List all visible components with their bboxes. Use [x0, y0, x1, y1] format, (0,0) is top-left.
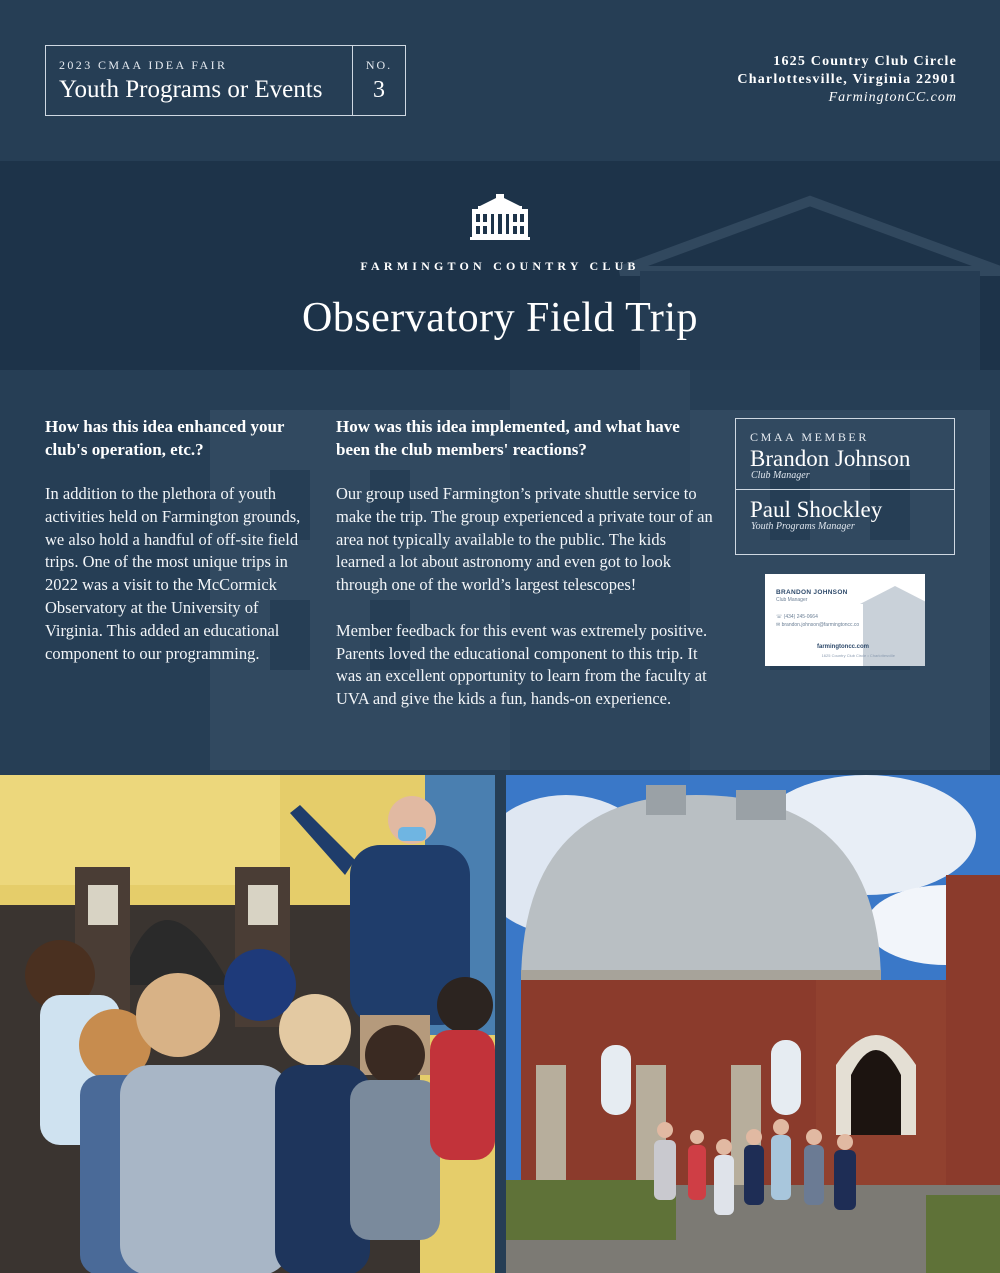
entry-number-block: [353, 46, 405, 115]
number-label: NO.: [365, 58, 393, 72]
answer-paragraph-1: In addition to the plethora of youth activities held on Farmington grounds, we also hold a handful of off-site field trips. One of the most unique trips in 2022 was a visit to the McCormick Observatory at the University of Virginia. This added an educational component to our programming.: [45, 484, 301, 663]
photo-instructor-with-kids: [0, 775, 495, 1273]
club-address: [737, 53, 957, 107]
member-label: CMAA MEMBER: [750, 430, 869, 444]
photo-instructor-illustration: [0, 775, 495, 1273]
mail-icon: ✉: [776, 622, 782, 628]
member-role: Youth Programs Manager: [751, 521, 855, 532]
member-name: Brandon Johnson: [750, 446, 911, 471]
column-enhancement: [45, 415, 320, 665]
building-watermark: [600, 191, 1000, 370]
idea-fair-header: [45, 45, 406, 116]
card-email: [776, 622, 859, 628]
member-name: Paul Shockley: [750, 497, 883, 522]
clubhouse-logo-icon: [470, 194, 530, 240]
card-phone: [776, 614, 818, 620]
column-implementation: [336, 415, 716, 711]
card-phone-number: (434) 245-0664: [783, 614, 818, 620]
phone-icon: ☏: [776, 614, 784, 620]
address-street: 1625 Country Club Circle: [773, 54, 957, 69]
question-heading-2: How was this idea implemented, and what have been the club members' reactions?: [336, 417, 680, 459]
category-title: Youth Programs or Events: [59, 76, 323, 103]
card-email-address: brandon.johnson@farmingtoncc.co: [781, 622, 860, 628]
question-heading-1: How has this idea enhanced your club's operation, etc.?: [45, 417, 285, 459]
club-name: FARMINGTON COUNTRY CLUB: [360, 259, 640, 273]
website-link[interactable]: FarmingtonCC.com: [828, 90, 957, 105]
card-address: 1625 Country Club Circle • Charlottesville: [821, 653, 895, 658]
answer-paragraph-2a: Our group used Farmington’s private shuttle service to make the trip. The group experienced a private tour of an area not typically available to the public. The kids learned a lot about astronomy and even got to look through one of the world’s largest telescopes!: [336, 484, 713, 595]
event-title: Observatory Field Trip: [301, 295, 698, 341]
member-block-2: [736, 490, 954, 532]
member-role: Club Manager: [751, 470, 810, 481]
photo-observatory-illustration: [506, 775, 1000, 1273]
card-name: BRANDON JOHNSON: [776, 589, 848, 596]
card-website: farmingtoncc.com: [816, 644, 869, 650]
title-banner: [0, 161, 1000, 370]
business-card: [765, 574, 925, 666]
answer-paragraph-2b: Member feedback for this event was extremely positive. Parents loved the educational component to this trip. It was an excellent opportunity to learn from the faculty at UVA and give the kids a fun, hands-on experience.: [336, 620, 708, 709]
header-title-block: [46, 46, 353, 115]
cmaa-member-box: [735, 418, 955, 555]
entry-number: 3: [373, 77, 385, 103]
address-city: Charlottesville, Virginia 22901: [737, 72, 957, 87]
card-role: Club Manager: [776, 597, 808, 603]
idea-fair-label: 2023 CMAA IDEA FAIR: [59, 58, 228, 72]
photo-observatory-group: [506, 775, 1000, 1273]
